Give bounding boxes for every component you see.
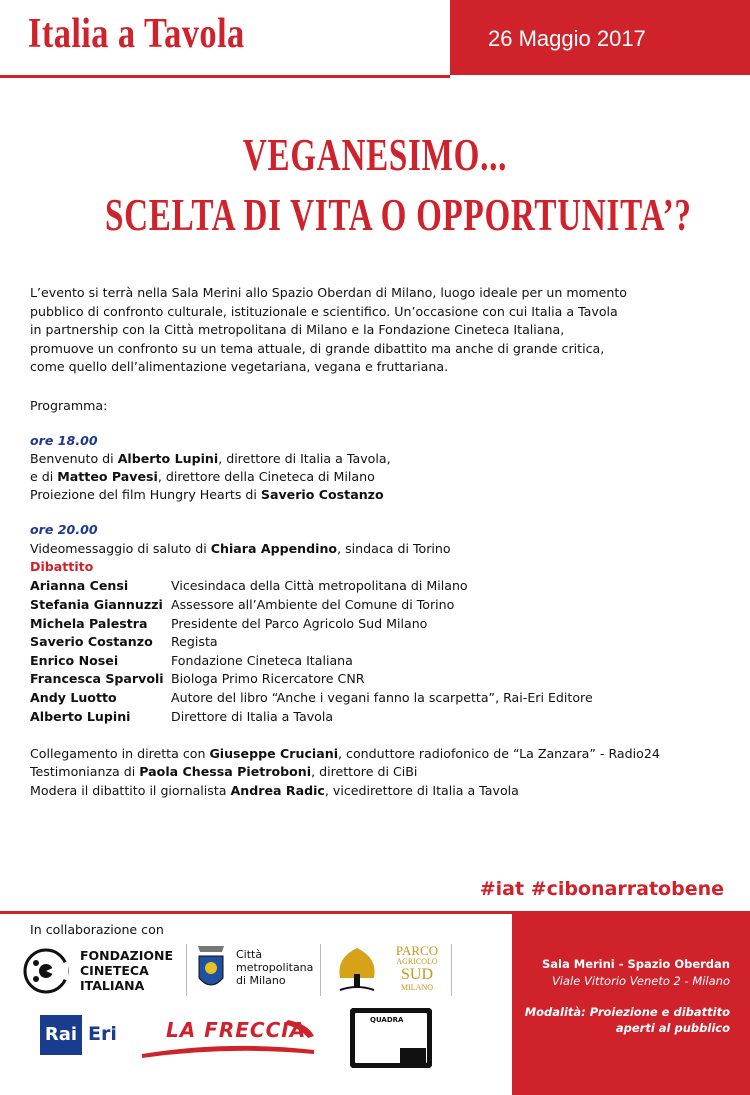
quadra-text: QUADRA xyxy=(370,1016,404,1024)
parco-line: MILANO xyxy=(401,983,433,992)
panel-role: Vicesindaca della Città metropolitana di Milano xyxy=(171,578,468,593)
closing-line-1: Collegamento in diretta con Giuseppe Cruciani, conduttore radiofonico de “La Zanzara” - Radio24 xyxy=(30,746,660,761)
session-1-line-3: Proiezione del film Hungry Hearts di Saverio Costanzo xyxy=(30,487,384,502)
freccia-text: LA FRECCIA xyxy=(166,1018,307,1042)
panel-name: Andy Luotto xyxy=(30,690,117,705)
collab-label: In collaborazione con xyxy=(30,922,164,937)
headline-line-1: VEGANESIMO... xyxy=(242,129,508,180)
logo-separator xyxy=(186,944,187,996)
cineteca-line: FONDAZIONE xyxy=(80,948,174,963)
header-rule xyxy=(0,75,450,78)
film-reel-icon xyxy=(22,947,70,995)
eri-text: Eri xyxy=(88,1023,117,1045)
logo-separator xyxy=(320,944,321,996)
citta-line: di Milano xyxy=(236,974,286,987)
session-2-line-1: Videomessaggio di saluto di Chiara Appendino, sindaca di Torino xyxy=(30,541,451,556)
date-banner xyxy=(450,0,750,75)
citta-line: Città xyxy=(236,948,263,961)
panel-role: Regista xyxy=(171,634,218,649)
venue-address: Viale Vittorio Veneto 2 - Milano xyxy=(551,974,730,988)
closing-line-2: Testimonianza di Paola Chessa Pietroboni, direttore di CiBi xyxy=(30,764,418,779)
panel-role: Assessore all’Ambiente del Comune di Torino xyxy=(171,597,455,612)
intro-line: promuove un confronto su un tema attuale, di grande dibattito ma anche di grande critica, xyxy=(30,340,605,356)
venue-mode-1: Modalità: Proiezione e dibattito xyxy=(524,1005,730,1019)
session-1-line-2: e di Matteo Pavesi, direttore della Cineteca di Milano xyxy=(30,469,375,484)
panel-role: Biologa Primo Ricercatore CNR xyxy=(171,671,365,686)
parco-line: AGRICOLO xyxy=(396,957,438,966)
intro-line: pubblico di confronto culturale, istituzionale e scientifico. Un’occasione con cui Italia a Tavola xyxy=(30,303,618,319)
closing-line-3: Modera il dibattito il giornalista Andrea Radic, vicedirettore di Italia a Tavola xyxy=(30,783,519,798)
panel-role: Presidente del Parco Agricolo Sud Milano xyxy=(171,616,428,631)
headline-line-2: SCELTA DI VITA O OPPORTUNITA’? xyxy=(105,189,692,240)
intro-line: in partnership con la Città metropolitana di Milano e la Fondazione Cineteca Italiana, xyxy=(30,322,565,338)
debate-label: Dibattito xyxy=(30,559,94,574)
cineteca-line: ITALIANA xyxy=(80,978,145,993)
venue-box xyxy=(512,914,750,1095)
panel-role: Fondazione Cineteca Italiana xyxy=(171,653,353,668)
hashtags: #iat #cibonarratobene xyxy=(479,878,724,900)
parco-line: PARCO xyxy=(395,943,439,958)
brand-title: Italia a Tavola xyxy=(28,11,245,57)
session-2-time: ore 20.00 xyxy=(30,522,98,537)
venue-name: Sala Merini - Spazio Oberdan xyxy=(542,957,730,971)
session-1-time: ore 18.00 xyxy=(30,433,98,448)
tree-icon xyxy=(332,944,382,996)
logo-separator xyxy=(451,944,452,996)
session-1-line-1: Benvenuto di Alberto Lupini, direttore di Italia a Tavola, xyxy=(30,451,391,466)
panel-name: Francesca Sparvoli xyxy=(30,671,164,686)
parco-line: SUD xyxy=(400,966,433,983)
program-label: Programma: xyxy=(30,398,108,413)
intro-paragraph xyxy=(30,284,720,377)
event-date: 26 Maggio 2017 xyxy=(488,26,646,51)
panel-name: Michela Palestra xyxy=(30,616,148,631)
panel-name: Saverio Costanzo xyxy=(30,634,153,649)
panel-name: Arianna Censi xyxy=(30,578,129,593)
panel-name: Enrico Nosei xyxy=(30,653,119,668)
panel-name: Alberto Lupini xyxy=(30,709,131,724)
coat-of-arms-icon xyxy=(194,942,228,998)
panel-name: Stefania Giannuzzi xyxy=(30,597,163,612)
citta-line: metropolitana xyxy=(236,961,314,974)
intro-line: come quello dell’alimentazione vegetariana, vegana e fruttariana. xyxy=(30,359,449,375)
panel-role: Direttore di Italia a Tavola xyxy=(171,709,334,724)
venue-mode-2: aperti al pubblico xyxy=(615,1021,730,1035)
panel-role: Autore del libro “Anche i vegani fanno la scarpetta”, Rai-Eri Editore xyxy=(171,690,593,705)
rai-badge: Rai xyxy=(40,1015,82,1055)
cineteca-line: CINETECA xyxy=(80,963,149,978)
intro-line: L’evento si terrà nella Sala Merini allo Spazio Oberdan di Milano, luogo ideale per un momento xyxy=(30,285,627,300)
